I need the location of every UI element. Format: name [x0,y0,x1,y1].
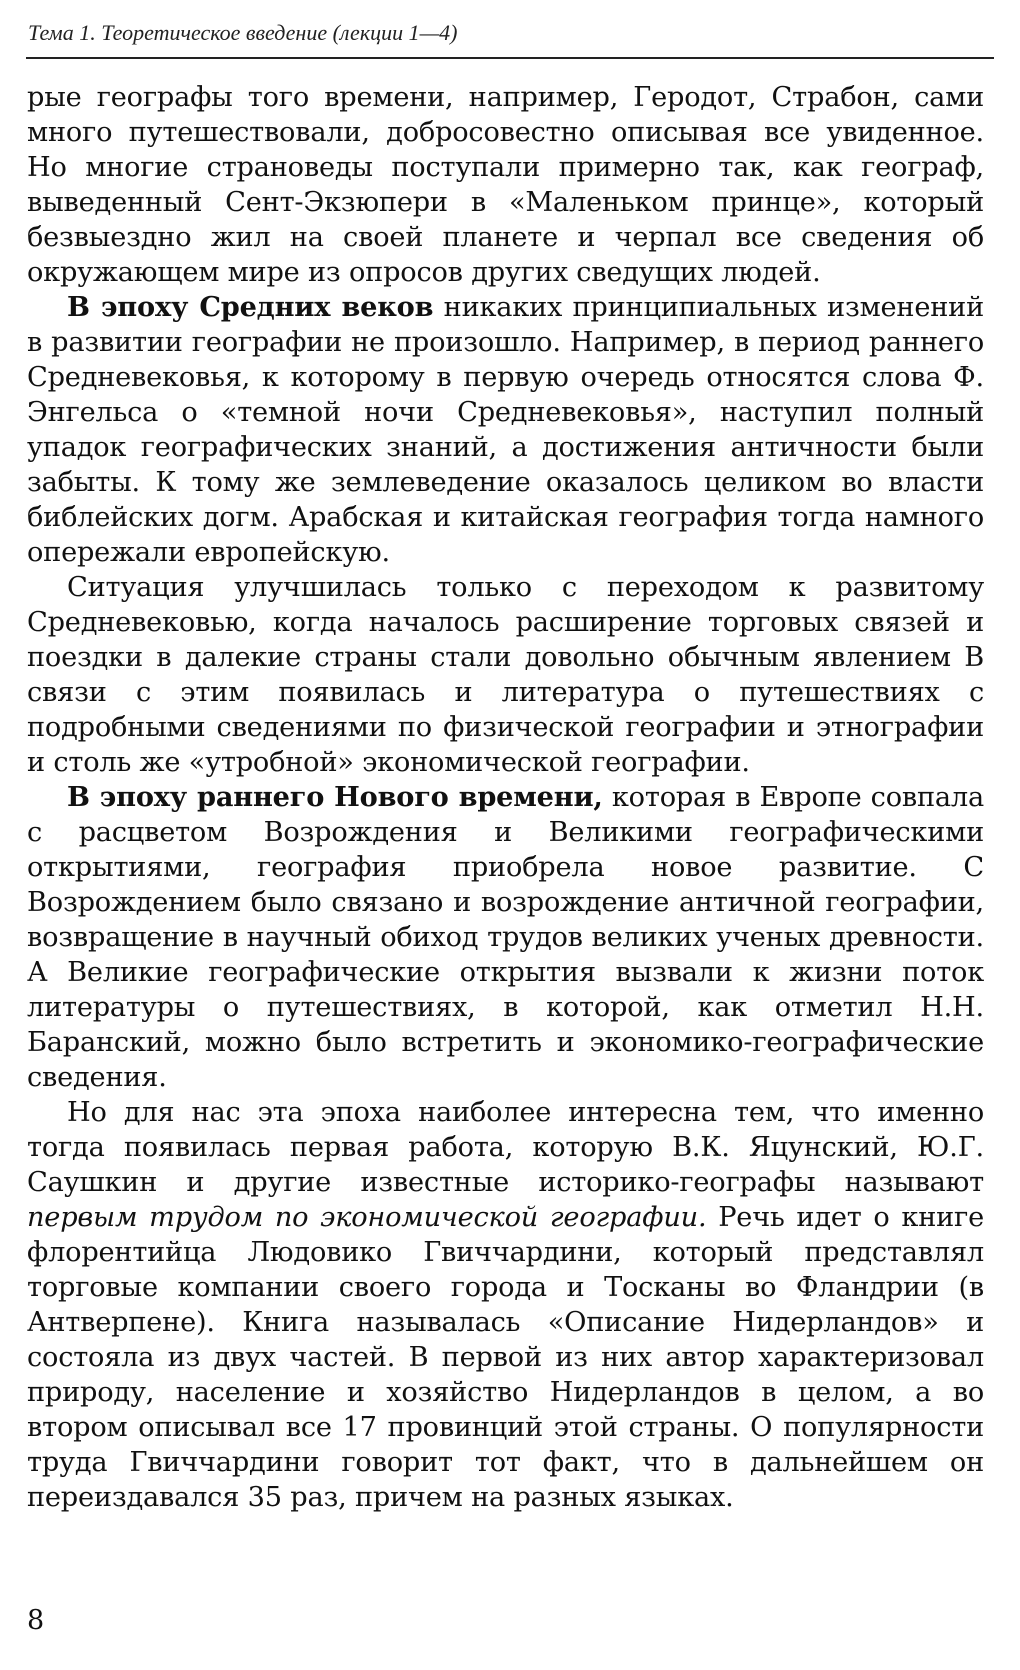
page-number: 8 [27,1605,45,1636]
paragraph-2-text: никаких принципиальных изменений в развитии географии не произошло. Например, в период раннего Средневековья, к которому в первую очередь относятся слова Ф. Энгельса о «темной ночи Средневековья», наступил полный упадок географических знаний, а достижения античности были забыты. К тому же землеведение оказалось целиком во власти библейских догм. Арабская и китайская география тогда намного опережали европейскую. [27,292,984,568]
paragraph-2-heading: В эпоху Средних веков [67,291,434,323]
header-rule [26,57,994,59]
paragraph-1-text: рые географы того времени, например, Геродот, Страбон, сами много путешествовали, добросовестно описывая все увиденное. Но многие страноведы поступали примерно так, как географ, выведенный Сент-Экзюпери в «Маленьком принце», который безвыездно жил на своей планете и черпал все сведения об окружающем мире из опросов других сведущих людей. [27,82,984,288]
body-text [27,80,984,1515]
paragraph-1 [27,80,984,290]
paragraph-4 [27,780,984,1095]
paragraph-4-heading: В эпоху раннего Нового времени, [67,781,603,813]
paragraph-5-text-start: Но для нас эта эпоха наиболее интересна тем, что именно тогда появилась первая работа, которую В.К. Яцунский, Ю.Г. Саушкин и другие известные историко-географы называют [27,1097,984,1198]
paragraph-5-text-end: Речь идет о книге флорентийца Людовико Гвиччардини, который представлял торговые компании своего города и Тосканы во Фландрии (в Антверпене). Книга называлась «Описание Нидерландов» и состояла из двух частей. В первой из них автор характеризовал природу, население и хозяйство Нидерландов в целом, а во втором описывал все 17 провинций этой страны. О популярности труда Гвиччардини говорит тот факт, что в дальнейшем он переиздавался 35 раз, причем на разных языках. [27,1202,984,1513]
paragraph-3 [27,570,984,780]
paragraph-3-text: Ситуация улучшилась только с переходом к развитому Средневековью, когда началось расширение торговых связей и поездки в далекие страны стали довольно обычным явлением В связи с этим появилась и литература о путешествиях с подробными сведениями по физической географии и этнографии и столь же «утробной» экономической географии. [27,572,984,778]
paragraph-4-text: которая в Европе совпала с расцветом Возрождения и Великими географическими открытиями, география приобрела новое развитие. С Возрождением было связано и возрождение античной географии, возвращение в научный обиход трудов великих ученых древности. А Великие географические открытия вызвали к жизни поток литературы о путешествиях, в которой, как отметил Н.Н. Баранский, можно было встретить и экономико-географические сведения. [27,782,984,1093]
paragraph-5 [27,1095,984,1515]
paragraph-5-italic: первым трудом по экономической географии. [27,1202,707,1233]
running-head: Тема 1. Теоретическое введение (лекции 1—4) [28,20,458,45]
paragraph-2 [27,290,984,570]
